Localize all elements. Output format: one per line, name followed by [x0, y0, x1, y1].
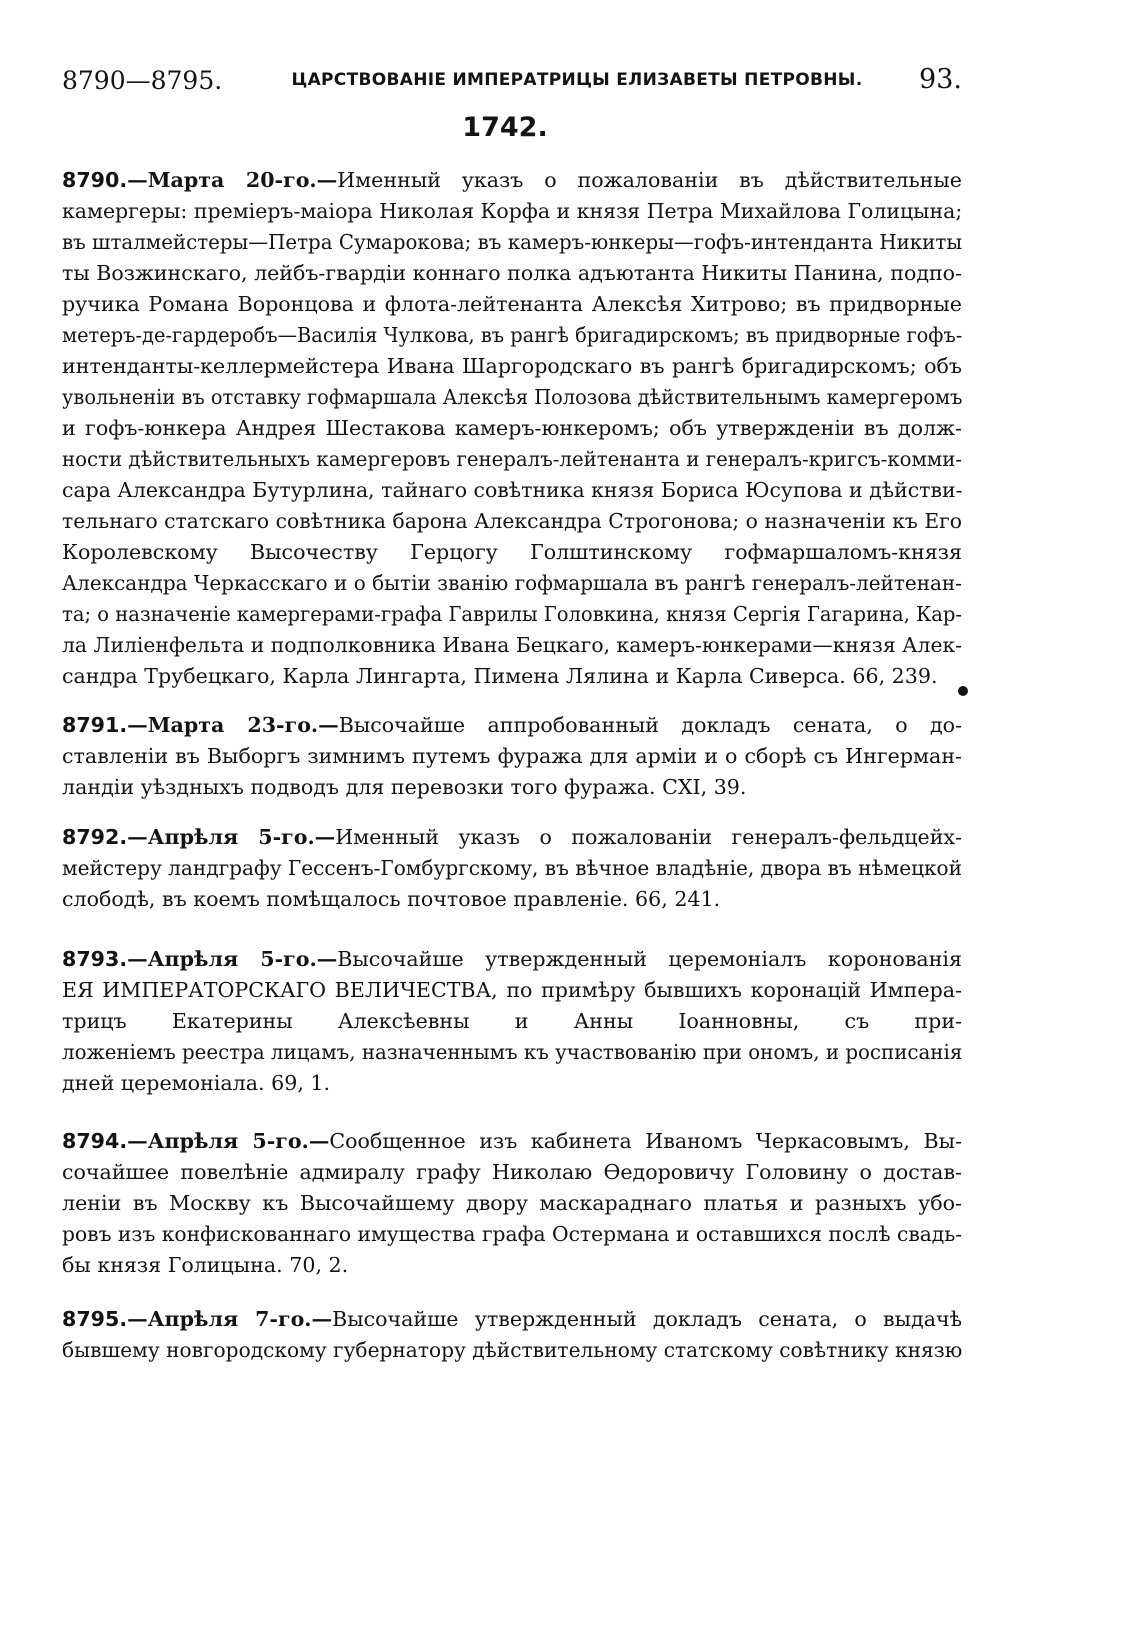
entry-8794 [62, 1126, 962, 1281]
entry-number: 8792. [62, 825, 128, 849]
entry-first-line [62, 822, 962, 853]
entry-text: Высочайше аппробованный докладъ сената, о до- [338, 713, 962, 737]
entry-8792 [62, 822, 962, 915]
ink-dot [958, 686, 968, 696]
entry-8791 [62, 710, 962, 803]
entry-line: метеръ-де-гардеробъ—Василія Чулкова, въ рангѣ бригадирскомъ; въ придворные гофъ- [62, 323, 963, 347]
entry-line: ровъ изъ конфискованнаго имущества графа Остермана и оставшихся послѣ свадь- [62, 1222, 963, 1246]
entry-text: Сообщенное изъ кабинета Иваномъ Черкасовымъ, Вы- [329, 1129, 962, 1153]
entry-8793 [62, 944, 962, 1099]
entry-date: —Апрѣля 5-го.— [127, 947, 338, 971]
entry-line: Королевскому Высочеству Герцогу Голштинскому гофмаршаломъ-князя [62, 540, 962, 564]
entry-number: 8791. [62, 713, 128, 737]
entry-8790 [62, 165, 962, 692]
entry-line: ты Возжинскаго, лейбъ-гвардіи коннаго полка адъютанта Никиты Панина, подпо- [62, 261, 962, 285]
entry-date: —Марта 23-го.— [127, 713, 339, 737]
entry-line: сочайшее повелѣніе адмиралу графу Николаю Ѳедоровичу Головину о достав- [62, 1160, 962, 1184]
entry-number: 8794. [62, 1129, 128, 1153]
entry-line: ложеніемъ реестра лицамъ, назначеннымъ къ участвованію при ономъ, и росписанія [62, 1040, 963, 1064]
entry-date: —Апрѣля 5-го.— [127, 825, 336, 849]
entry-line: дней церемоніала. 69, 1. [62, 1071, 331, 1095]
entry-line: Александра Черкасскаго и о бытіи званію гофмаршала въ рангѣ генералъ-лейтенан- [62, 571, 962, 595]
entry-first-line [62, 710, 962, 741]
entry-line: камергеры: преміеръ-маіора Николая Корфа и князя Петра Михайлова Голицына; [62, 199, 963, 223]
entry-line: ла Лиліенфельта и подполковника Ивана Бецкаго, камеръ-юнкерами—князя Алек- [62, 633, 963, 657]
entry-line: леніи въ Москву къ Высочайшему двору маскараднаго платья и разныхъ убо- [62, 1191, 962, 1215]
entry-date: —Апрѣля 7-го.— [127, 1307, 333, 1331]
entry-line: въ шталмейстеры—Петра Сумарокова; въ камеръ-юнкеры—гофъ-интенданта Никиты [62, 230, 963, 254]
entry-text: Именный указъ о пожалованіи генералъ-фельдцейх- [335, 825, 962, 849]
page-number: 93. [919, 64, 962, 95]
entry-number: 8793. [62, 947, 128, 971]
entry-line: ности дѣйствительныхъ камергеровъ генералъ-лейтенанта и генералъ-кригсъ-комми- [62, 447, 962, 471]
entry-line: та; о назначеніе камергерами-графа Гаврилы Головкина, князя Сергія Гагарина, Кар- [62, 602, 963, 626]
entry-date: —Апрѣля 5-го.— [127, 1129, 330, 1153]
entry-line: ЕЯ ИМПЕРАТОРСКАГО ВЕЛИЧЕСТВА, по примѣру бывшихъ коронацій Импера- [62, 978, 962, 1002]
entry-number: 8795. [62, 1307, 128, 1331]
entry-date: —Марта 20-го.— [127, 168, 338, 192]
entry-line: мейстеру ландграфу Гессенъ-Гомбургскому, въ вѣчное владѣніе, двора въ нѣмецкой [62, 856, 963, 880]
entry-line: увольненіи въ отставку гофмаршала Алексѣя Полозова дѣйствительнымъ камергеромъ [62, 385, 963, 409]
entry-text: Высочайше утвержденный церемоніалъ коронованія [337, 947, 963, 971]
entry-line: тельнаго статскаго совѣтника барона Александра Строгонова; о назначеніи къ Его [62, 509, 962, 533]
entry-text: Высочайше утвержденный докладъ сената, о выдачѣ [332, 1307, 963, 1331]
entry-line: ставленіи въ Выборгъ зимнимъ путемъ фуража для арміи и о сборѣ съ Ингерман- [62, 744, 962, 768]
entry-line: и гофъ-юнкера Андрея Шестакова камеръ-юнкеромъ; объ утвержденіи въ долж- [62, 416, 962, 440]
reign-title: ЦАРСТВОВАНІЕ ИМПЕРАТРИЦЫ ЕЛИЗАВЕТЫ ПЕТРОВНЫ. [291, 70, 863, 90]
entry-text: Именный указъ о пожалованіи въ дѣйствительные [337, 168, 962, 192]
entry-line: сандра Трубецкаго, Карла Лингарта, Пимена Лялина и Карла Сиверса. 66, 239. [62, 664, 938, 688]
entry-line: бы князя Голицына. 70, 2. [62, 1253, 349, 1277]
entry-first-line [62, 944, 962, 975]
entry-line: бывшему новгородскому губернатору дѣйствительному статскому совѣтнику князю [62, 1338, 963, 1362]
entry-number: 8790. [62, 168, 128, 192]
running-header [62, 60, 962, 100]
entry-first-line [62, 1126, 962, 1157]
entry-first-line [62, 165, 962, 196]
entry-line: слободѣ, въ коемъ помѣщалось почтовое правленіе. 66, 241. [62, 887, 721, 911]
entry-line: трицъ Екатерины Алексѣевны и Анны Іоанновны, съ при- [62, 1009, 962, 1033]
entry-line: ручика Романа Воронцова и флота-лейтенанта Алексѣя Хитрово; въ придворные [62, 292, 962, 316]
entry-8795 [62, 1304, 962, 1366]
entry-line: ландіи уѣздныхъ подводъ для перевозки того фуража. CXI, 39. [62, 775, 747, 799]
entry-range: 8790—8795. [62, 66, 223, 95]
entry-line: сара Александра Бутурлина, тайнаго совѣтника князя Бориса Юсупова и дѣйстви- [62, 478, 963, 502]
entry-first-line [62, 1304, 962, 1335]
year-heading: 1742. [462, 112, 548, 143]
entry-line: интенданты-келлермейстера Ивана Шаргородскаго въ рангѣ бригадирскомъ; объ [62, 354, 962, 378]
